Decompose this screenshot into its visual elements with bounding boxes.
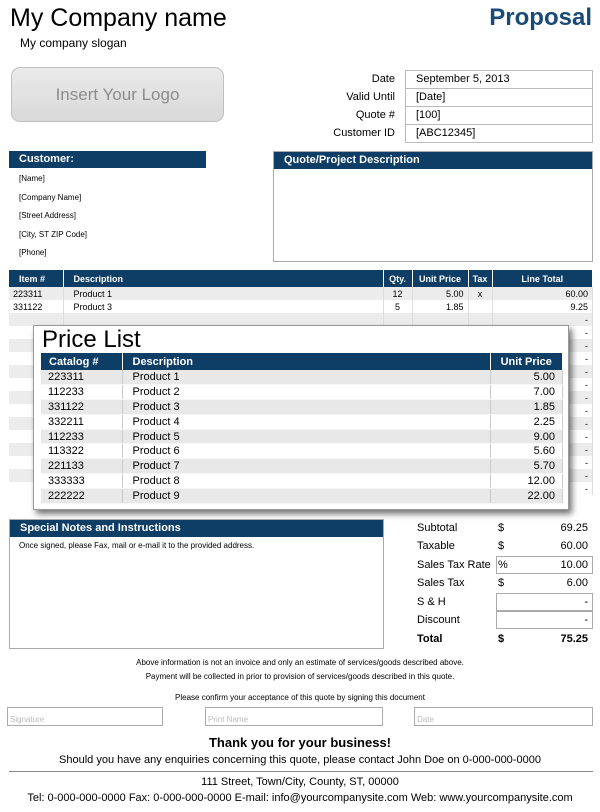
discount-value: - (584, 614, 588, 626)
customer-name[interactable]: [Name] (19, 174, 45, 183)
col-line-total: Line Total (492, 270, 593, 287)
currency-symbol: $ (498, 577, 505, 589)
product-description: Product 8 (122, 474, 490, 489)
footer-divider (9, 771, 593, 772)
discount-row (417, 611, 593, 629)
item-line-total: - (492, 404, 593, 417)
currency-symbol: $ (498, 522, 505, 534)
table-row[interactable] (41, 400, 563, 415)
item-qty: 12 (383, 287, 412, 300)
table-row[interactable] (41, 370, 563, 385)
meta-row-customer-id (300, 124, 593, 143)
product-description: Product 5 (122, 429, 490, 444)
product-unit-price: 12.00 (490, 474, 563, 489)
item-qty: 5 (383, 300, 412, 313)
product-unit-price: 7.00 (490, 385, 563, 400)
sales-tax-value: 6.00 (566, 577, 588, 589)
table-row[interactable] (9, 287, 593, 300)
price-list-title: Price List (42, 326, 141, 353)
table-row[interactable] (41, 444, 563, 459)
meta-row-quote (300, 106, 593, 125)
meta-row-date (300, 70, 593, 89)
catalog-number: 331122 (41, 400, 122, 415)
special-notes-box[interactable] (9, 519, 384, 649)
item-line-total: - (492, 313, 593, 326)
customer-street[interactable]: [Street Address] (19, 211, 76, 220)
product-unit-price: 1.85 (490, 400, 563, 415)
sales-tax-row (417, 574, 593, 592)
sh-value: - (584, 596, 588, 608)
product-description: Product 2 (122, 385, 490, 400)
item-line-total: 9.25 (492, 300, 593, 313)
catalog-number: 113322 (41, 444, 122, 459)
document-title: Proposal (489, 4, 592, 31)
item-description: Product 3 (63, 300, 383, 313)
col-unit-price: Unit Price (412, 270, 468, 287)
item-line-total: - (492, 417, 593, 430)
disclaimer-line-2: Payment will be collected in prior to provision of services/goods described in this quote. (145, 672, 455, 681)
product-description: Product 9 (122, 488, 490, 503)
item-line-total: - (492, 482, 593, 495)
project-description-header: Quote/Project Description (274, 152, 592, 169)
price-list-table (41, 353, 563, 504)
catalog-number: 332211 (41, 414, 122, 429)
total-value: 75.25 (560, 633, 588, 645)
customer-id-field[interactable]: [ABC12345] (405, 124, 593, 143)
total-label: Total (417, 633, 443, 645)
item-line-total: - (492, 456, 593, 469)
table-row[interactable] (41, 385, 563, 400)
company-contact: Tel: 0-000-000-0000 Fax: 0-000-000-0000 E-mail: info@yourcompanysite.com Web: www.yourcompanysite.com (27, 792, 573, 804)
customer-header: Customer: (9, 151, 206, 168)
meta-label: Customer ID (333, 127, 395, 139)
tax-rate-value: 10.00 (560, 559, 588, 571)
price-list-popup[interactable] (33, 325, 569, 510)
product-description: Product 1 (122, 370, 490, 385)
sh-field[interactable] (496, 593, 593, 611)
customer-company[interactable]: [Company Name] (19, 193, 82, 202)
product-description: Product 4 (122, 414, 490, 429)
special-notes-text: Once signed, please Fax, mail or e-mail it to the provided address. (19, 541, 255, 550)
sh-label: S & H (417, 596, 446, 608)
taxable-row (417, 537, 593, 555)
item-description: Product 1 (63, 287, 383, 300)
table-row[interactable] (41, 474, 563, 489)
customer-phone[interactable]: [Phone] (19, 248, 47, 257)
company-slogan: My company slogan (20, 36, 127, 50)
catalog-number: 223311 (41, 370, 122, 385)
disclaimer-line-1: Above information is not an invoice and only an estimate of services/goods described above. (136, 658, 464, 667)
col-tax: Tax (468, 270, 492, 287)
item-tax (468, 300, 492, 313)
product-description: Product 3 (122, 400, 490, 415)
item-line-total: - (492, 365, 593, 378)
sales-tax-label: Sales Tax (417, 577, 465, 589)
special-notes-header: Special Notes and Instructions (10, 520, 383, 537)
item-tax: x (468, 287, 492, 300)
date-field[interactable]: September 5, 2013 (405, 70, 593, 89)
product-unit-price: 22.00 (490, 488, 563, 503)
table-row[interactable] (41, 429, 563, 444)
col-unit-price: Unit Price (490, 353, 563, 370)
item-number: 331122 (9, 300, 63, 313)
taxable-value: 60.00 (560, 540, 588, 552)
item-unit-price: 1.85 (412, 300, 468, 313)
print-name-field[interactable]: Print Name (205, 707, 383, 726)
date-signature-field[interactable]: Date (414, 707, 593, 726)
thank-you-text: Thank you for your business! (208, 735, 392, 750)
product-unit-price: 5.70 (490, 459, 563, 474)
item-line-total: - (492, 469, 593, 482)
meta-label: Quote # (355, 109, 395, 121)
table-row[interactable] (41, 488, 563, 503)
meta-label: Date (371, 73, 395, 85)
signature-field[interactable]: Signature (7, 707, 163, 726)
catalog-number: 222222 (41, 488, 122, 503)
discount-label: Discount (417, 614, 460, 626)
item-line-total: 60.00 (492, 287, 593, 300)
quote-number-field[interactable]: [100] (405, 106, 593, 125)
col-qty: Qty. (383, 270, 412, 287)
enquiries-text: Should you have any enquiries concerning this quote, please contact John Doe on 0-000-000-0000 (59, 754, 541, 766)
item-number: 223311 (9, 287, 63, 300)
col-description: Description (122, 353, 490, 370)
item-line-total: - (492, 326, 593, 339)
subtotal-value: 69.25 (560, 522, 588, 534)
item-line-total: - (492, 339, 593, 352)
confirm-text: Please confirm your acceptance of this quote by signing this document (175, 693, 425, 702)
item-line-total: - (492, 378, 593, 391)
col-catalog-number: Catalog # (41, 353, 122, 370)
col-item-number: Item # (9, 270, 63, 287)
subtotal-label: Subtotal (417, 522, 458, 534)
product-description: Product 6 (122, 444, 490, 459)
meta-label: Valid Until (346, 91, 395, 103)
logo-placeholder[interactable]: Insert Your Logo (11, 67, 224, 122)
customer-city[interactable]: [City, ST ZIP Code] (19, 230, 88, 239)
tax-rate-row (417, 556, 593, 574)
currency-symbol: $ (498, 633, 505, 645)
currency-symbol: $ (498, 540, 505, 552)
table-row[interactable] (41, 459, 563, 474)
catalog-number: 112233 (41, 429, 122, 444)
catalog-number: 221133 (41, 459, 122, 474)
product-unit-price: 9.00 (490, 429, 563, 444)
item-line-total: - (492, 352, 593, 365)
discount-field[interactable] (496, 611, 593, 629)
product-unit-price: 5.00 (490, 370, 563, 385)
meta-row-valid-until (300, 88, 593, 107)
total-row (417, 630, 593, 648)
table-row[interactable] (9, 300, 593, 313)
company-address: 111 Street, Town/City, County, ST, 00000 (201, 776, 399, 788)
subtotal-row (417, 519, 593, 537)
company-name: My Company name (10, 4, 227, 32)
tax-rate-label: Sales Tax Rate (417, 559, 491, 571)
project-description-box[interactable] (273, 151, 593, 262)
catalog-number: 333333 (41, 474, 122, 489)
item-line-total: - (492, 391, 593, 404)
item-unit-price: 5.00 (412, 287, 468, 300)
percent-symbol: % (498, 559, 508, 571)
item-line-total: - (492, 430, 593, 443)
item-line-total: - (492, 443, 593, 456)
sh-row (417, 593, 593, 611)
product-unit-price: 2.25 (490, 414, 563, 429)
col-description: Description (63, 270, 383, 287)
product-unit-price: 5.60 (490, 444, 563, 459)
catalog-number: 112233 (41, 385, 122, 400)
valid-until-field[interactable]: [Date] (405, 88, 593, 107)
table-row[interactable] (41, 414, 563, 429)
product-description: Product 7 (122, 459, 490, 474)
taxable-label: Taxable (417, 540, 455, 552)
